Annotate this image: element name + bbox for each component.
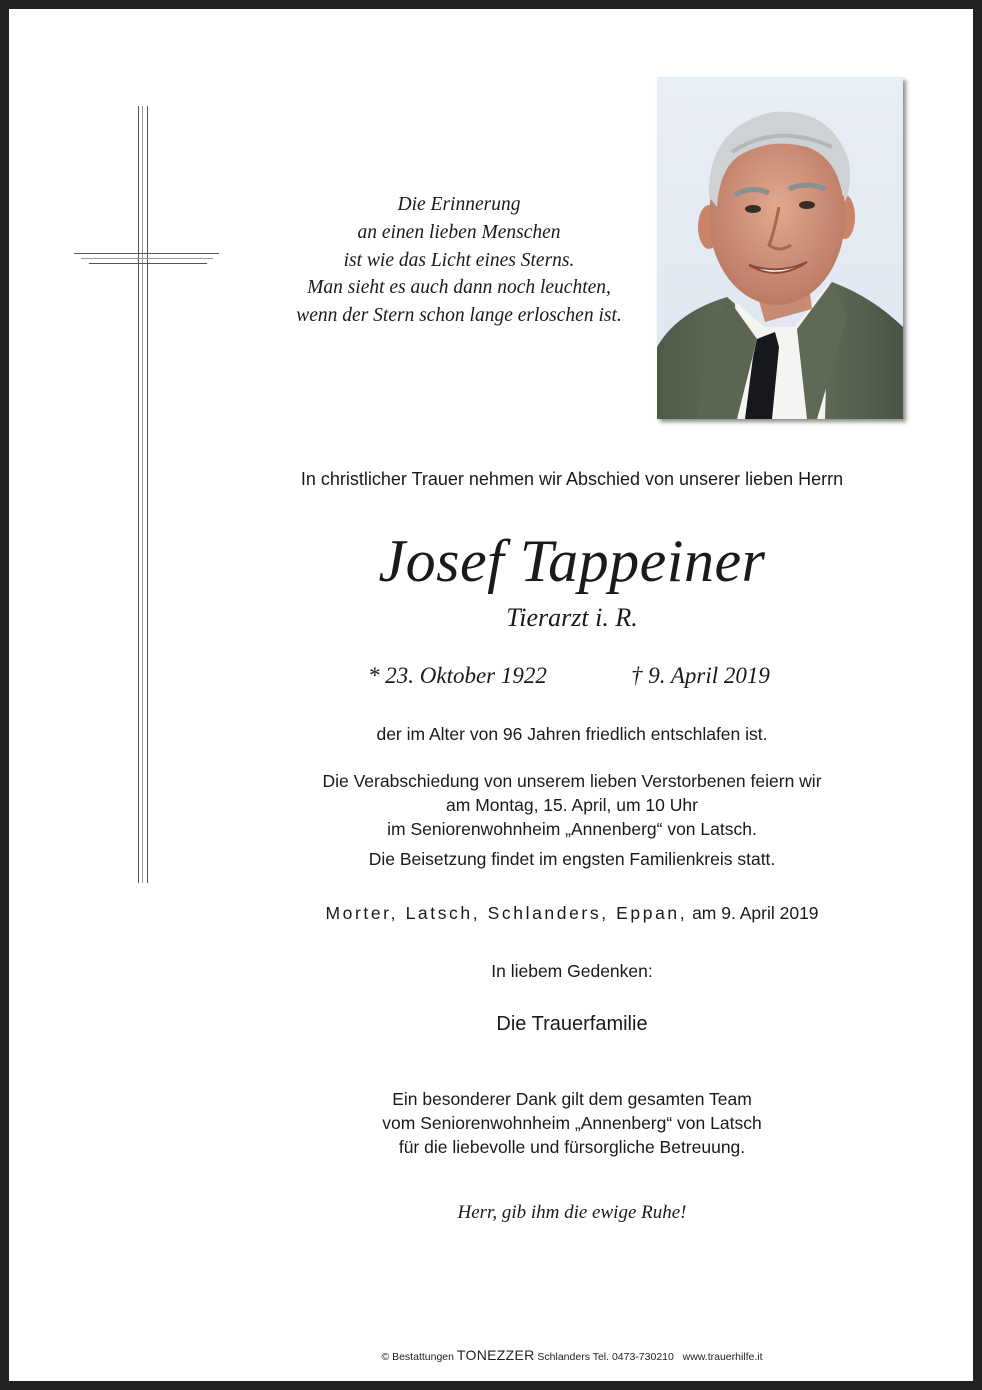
place-date (169, 903, 975, 924)
deceased-name: Josef Tappeiner (378, 528, 766, 594)
poem (269, 191, 649, 330)
birth-date: * 23. Oktober 1922 (368, 663, 547, 688)
thanks-line: vom Seniorenwohnheim „Annenberg“ von Latsch (382, 1113, 762, 1133)
portrait-photo (657, 77, 903, 419)
deceased-title: Tierarzt i. R. (506, 603, 638, 632)
ceremony-line: am Montag, 15. April, um 10 Uhr (446, 795, 698, 815)
memory-text: In liebem Gedenken: (491, 961, 653, 981)
ceremony-line: im Seniorenwohnheim „Annenberg“ von Latsch. (387, 819, 757, 839)
family-signature: Die Trauerfamilie (496, 1013, 648, 1035)
burial-info: Die Beisetzung findet im engsten Familienkreis statt. (368, 849, 776, 869)
poem-line: Die Erinnerung (397, 194, 521, 215)
death-date: † 9. April 2019 (631, 663, 770, 688)
thanks-line: für die liebevolle und fürsorgliche Betreuung. (398, 1137, 746, 1157)
ceremony-line: Die Verabschiedung von unserem lieben Verstorbenen feiern wir (322, 771, 822, 791)
footer-phone: Tel. 0473-730210 (592, 1351, 674, 1363)
place-date-value: am 9. April 2019 (692, 903, 819, 923)
poem-line: Man sieht es auch dann noch leuchten, (307, 277, 611, 299)
footer-website[interactable]: www.trauerhilfe.it (682, 1351, 763, 1363)
poem-line: ist wie das Licht eines Sterns. (343, 249, 575, 271)
closing-prayer: Herr, gib ihm die ewige Ruhe! (457, 1202, 687, 1223)
place-towns: Morter, Latsch, Schlanders, Eppan, (325, 903, 688, 923)
footer-location: Schlanders (537, 1351, 590, 1363)
footer-prefix: © Bestattungen (381, 1351, 454, 1363)
ceremony-info (169, 769, 975, 841)
poem-line: an einen lieben Menschen (357, 221, 561, 243)
intro-text: In christlicher Trauer nehmen wir Abschied von unserer lieben Herrn (300, 469, 844, 489)
thanks-line: Ein besonderer Dank gilt dem gesamten Team (392, 1089, 752, 1109)
obituary-page (9, 9, 973, 1381)
age-text: der im Alter von 96 Jahren friedlich entschlafen ist. (376, 724, 768, 744)
footer-credit (169, 1347, 975, 1363)
thanks-text (169, 1087, 975, 1159)
poem-line: wenn der Stern schon lange erloschen ist. (296, 305, 622, 327)
footer-brand: TONEZZER (456, 1347, 535, 1363)
